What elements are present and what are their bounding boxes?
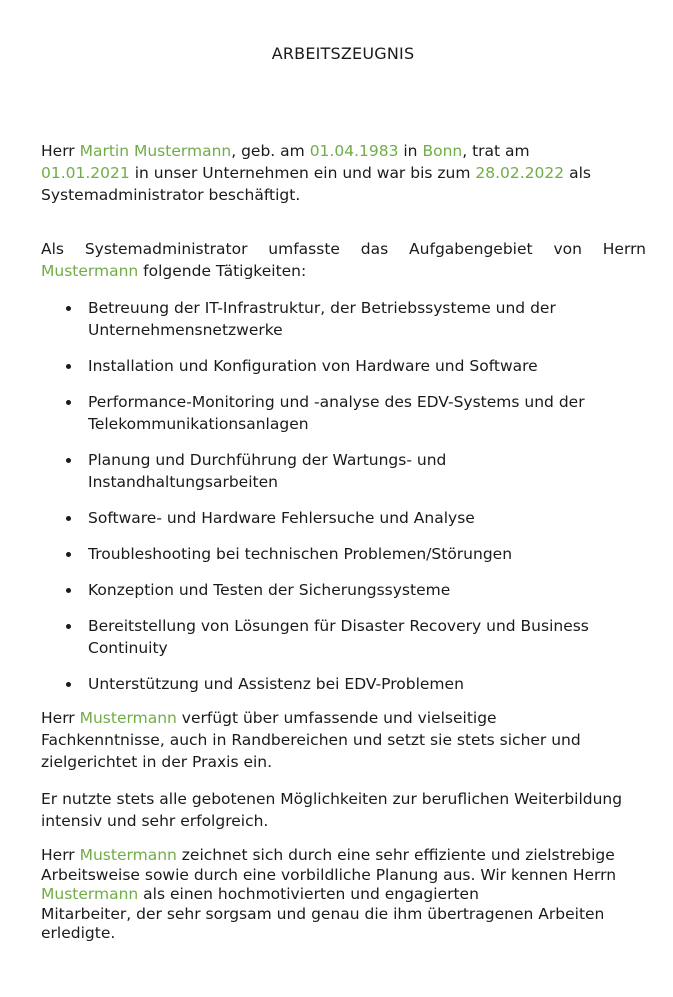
employee-surname: Mustermann: [79, 709, 177, 727]
list-item-text: Unterstützung und Assistenz bei EDV-Problemen: [88, 675, 464, 693]
bullet-icon: [66, 682, 71, 687]
list-item-text: Performance-Monitoring und -analyse des EDV-Systems und der: [88, 393, 585, 411]
start-date: 01.01.2021: [41, 164, 130, 182]
list-item: [41, 391, 646, 435]
intro-line-2: [41, 162, 646, 184]
knowledge-paragraph: [41, 707, 646, 773]
training-line-1: Er nutzte stets alle gebotenen Möglichkeiten zur beruflichen Weiterbildung: [41, 790, 623, 808]
performance-paragraph: [41, 846, 646, 944]
document-title: ARBEITSZEUGNIS: [271, 44, 415, 63]
list-item-text: Troubleshooting bei technischen Problemen/Störungen: [88, 545, 513, 563]
bullet-icon: [66, 458, 71, 463]
list-item-text: Planung und Durchführung der Wartungs- und: [88, 451, 447, 469]
list-item: [41, 543, 646, 565]
list-item-text: Unternehmensnetzwerke: [88, 321, 283, 339]
list-item: [41, 579, 646, 601]
list-item: [41, 355, 646, 377]
intro-text: , geb. am: [231, 142, 305, 160]
performance-line-1: [41, 846, 646, 866]
tasks-intro-line-2: [41, 260, 646, 282]
list-item-text: Telekommunikationsanlagen: [88, 415, 309, 433]
list-item-text: Software- und Hardware Fehlersuche und Analyse: [88, 509, 475, 527]
intro-text: , trat am: [462, 142, 530, 160]
bullet-icon: [66, 364, 71, 369]
employee-surname: Mustermann: [79, 846, 177, 864]
birth-place: Bonn: [422, 142, 463, 160]
list-item-text: Betreuung der IT-Infrastruktur, der Betriebssysteme und der: [88, 299, 556, 317]
salutation: Herr: [41, 142, 75, 160]
list-item: [41, 449, 646, 493]
bullet-icon: [66, 306, 71, 311]
task-list: [41, 297, 646, 695]
knowledge-line-2: Fachkenntnisse, auch in Randbereichen und setzt sie stets sicher und: [41, 731, 581, 749]
employee-surname: Mustermann: [41, 262, 139, 280]
list-item-text: Continuity: [88, 639, 168, 657]
performance-line-4: Mitarbeiter, der sehr sorgsam und genau die ihm übertragenen Arbeiten: [41, 904, 605, 923]
tasks-intro-text: folgende Tätigkeiten:: [143, 262, 307, 280]
salutation: Herr: [41, 709, 75, 727]
list-item-text: Konzeption und Testen der Sicherungssysteme: [88, 581, 451, 599]
employee-name: Martin Mustermann: [79, 142, 232, 160]
knowledge-text: verfügt über umfassende und vielseitige: [181, 709, 497, 727]
performance-line-2: Arbeitsweise sowie durch eine vorbildliche Planung aus. Wir kennen Herrn: [41, 865, 617, 884]
bullet-icon: [66, 400, 71, 405]
intro-text: als: [569, 164, 591, 182]
knowledge-line-1: [41, 707, 646, 729]
salutation: Herr: [41, 846, 75, 864]
bullet-icon: [66, 516, 71, 521]
performance-text: zeichnet sich durch eine sehr effiziente und zielstrebige: [181, 846, 615, 864]
list-item: [41, 615, 646, 659]
bullet-icon: [66, 552, 71, 557]
intro-text: in unser Unternehmen ein und war bis zum: [134, 164, 471, 182]
intro-line-3: Systemadministrator beschäftigt.: [41, 186, 301, 204]
training-paragraph: [41, 788, 646, 832]
list-item: [41, 507, 646, 529]
tasks-intro-line-1: Als Systemadministrator umfasste das Aufgabengebiet von Herrn: [41, 240, 646, 258]
list-item-text: Bereitstellung von Lösungen für Disaster Recovery und Business: [88, 617, 589, 635]
knowledge-line-3: zielgerichtet in der Praxis ein.: [41, 753, 273, 771]
performance-line-5: erledigte.: [41, 924, 116, 942]
tasks-intro-paragraph: [41, 238, 646, 282]
performance-text: als einen hochmotivierten und engagierten: [143, 885, 479, 903]
list-item-text: Installation und Konfiguration von Hardware und Software: [88, 357, 538, 375]
bullet-icon: [66, 588, 71, 593]
list-item: [41, 673, 646, 695]
performance-line-3: [41, 885, 646, 905]
end-date: 28.02.2022: [475, 164, 565, 182]
training-line-2: intensiv und sehr erfolgreich.: [41, 812, 269, 830]
employee-surname: Mustermann: [41, 885, 139, 903]
birth-date: 01.04.1983: [309, 142, 399, 160]
bullet-icon: [66, 624, 71, 629]
list-item: [41, 297, 646, 341]
intro-paragraph: [41, 140, 646, 206]
list-item-text: Instandhaltungsarbeiten: [88, 473, 278, 491]
intro-text: in: [403, 142, 418, 160]
intro-line-1: [41, 140, 646, 162]
